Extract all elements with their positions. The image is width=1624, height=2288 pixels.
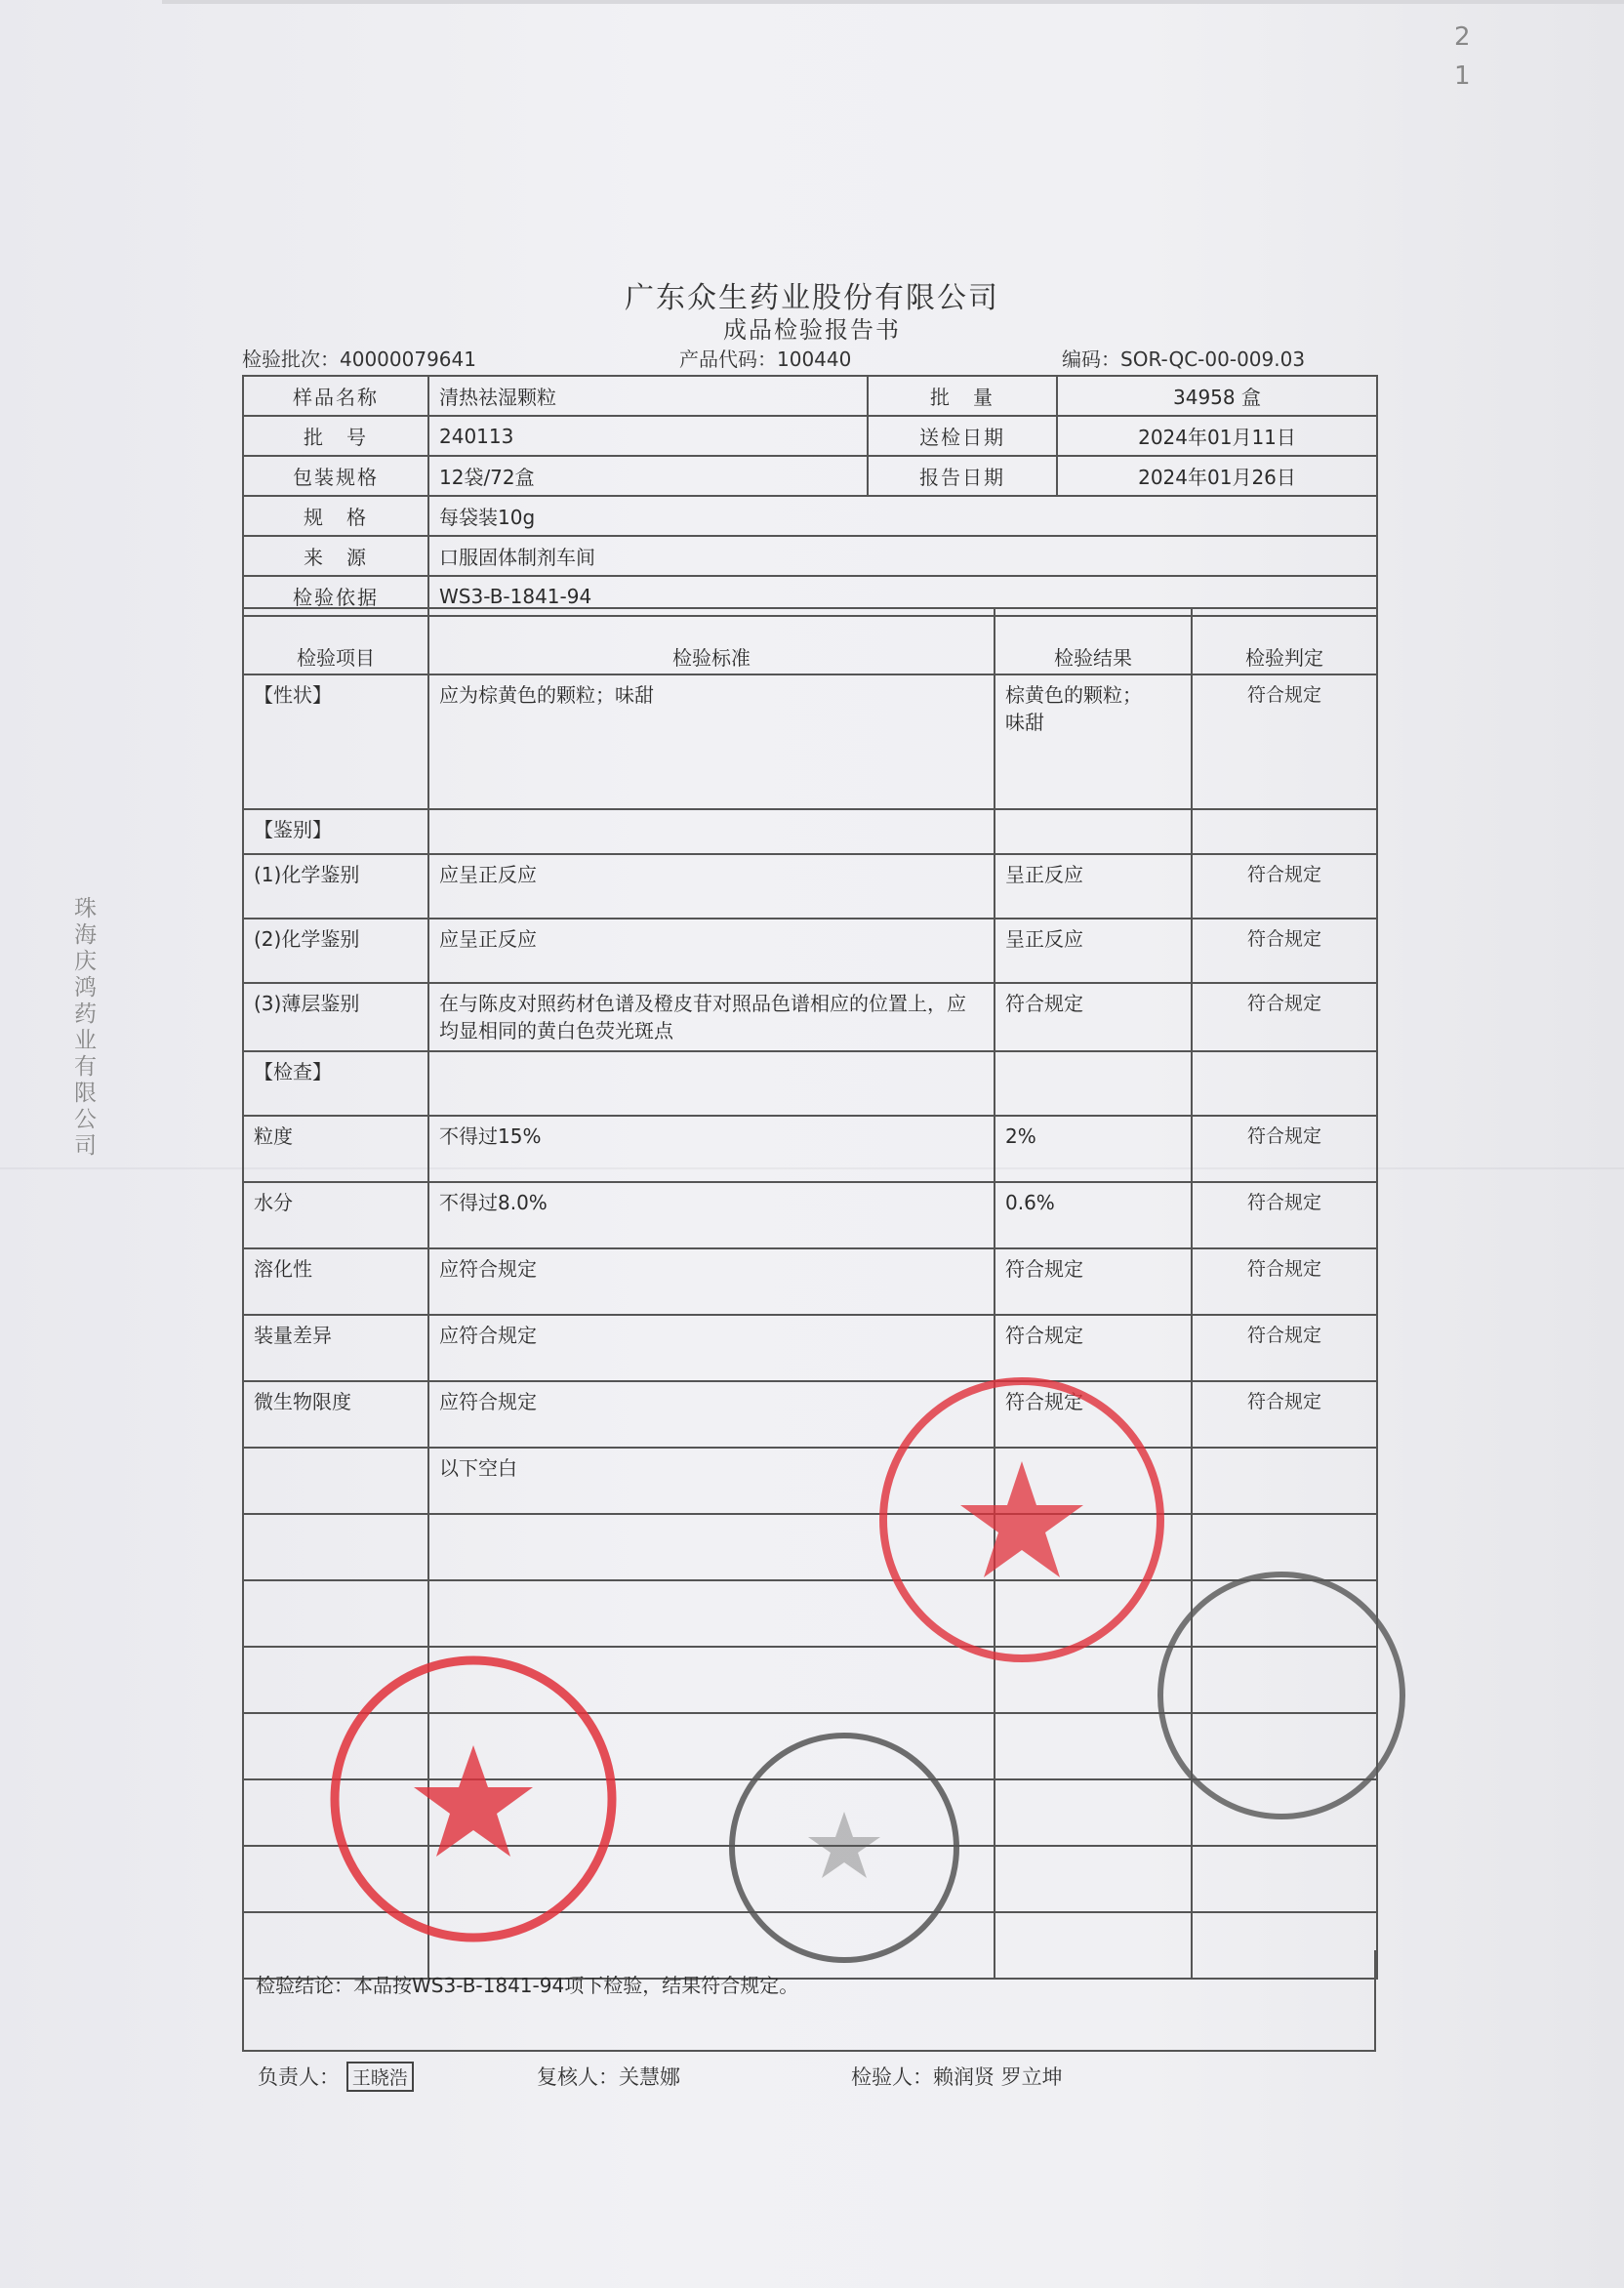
row-standard: 应呈正反应: [428, 919, 995, 983]
row-verdict: 符合规定: [1192, 1381, 1377, 1448]
table-row: [243, 674, 1377, 809]
side-company-text: 珠海庆鸿药业有限公司: [70, 896, 96, 1160]
company-title: 广东众生药业股份有限公司: [625, 281, 999, 315]
header-item: 检验项目: [243, 608, 428, 674]
row-item: (3)薄层鉴别: [243, 983, 428, 1051]
info-row: [243, 376, 1377, 416]
product-code: 产品代码：100440: [679, 347, 852, 371]
table-row: [243, 809, 1377, 854]
row-standard: 在与陈皮对照药材色谱及橙皮苷对照品色谱相应的位置上，应均显相同的黄白色荧光斑点: [428, 983, 995, 1051]
batch-number: 检验批次：40000079641: [242, 347, 476, 371]
row-verdict: 符合规定: [1192, 983, 1377, 1051]
product-info-table: [242, 375, 1378, 617]
header-standard: 检验标准: [428, 608, 995, 674]
row-result: 符合规定: [995, 1315, 1192, 1381]
table-row: [243, 1448, 1377, 1514]
info-row: [243, 416, 1377, 456]
row-verdict: 符合规定: [1192, 1116, 1377, 1182]
row-standard: 不得过15%: [428, 1116, 995, 1182]
row-standard: 应符合规定: [428, 1315, 995, 1381]
row-item: (2)化学鉴别: [243, 919, 428, 983]
row-result: [995, 1051, 1192, 1116]
row-item: (1)化学鉴别: [243, 854, 428, 919]
row-item: 【性状】: [243, 674, 428, 809]
row-item: 装量差异: [243, 1315, 428, 1381]
quantity-label: 批 量: [868, 376, 1057, 416]
row-result: 呈正反应: [995, 919, 1192, 983]
row-result: [995, 1846, 1192, 1912]
row-verdict: 符合规定: [1192, 1182, 1377, 1248]
header-result: 检验结果: [995, 608, 1192, 674]
grey-seal-right: [1150, 1564, 1413, 1827]
grey-seal-center: [722, 1726, 966, 1970]
report-date-label: 报告日期: [868, 456, 1057, 496]
row-item: 溶化性: [243, 1248, 428, 1315]
table-header-row: [243, 608, 1377, 674]
quantity-value: 34958 盒: [1057, 376, 1377, 416]
source-value: 口服固体制剂车间: [428, 536, 1377, 576]
table-row: [243, 1116, 1377, 1182]
lot-value: 240113: [428, 416, 868, 456]
row-standard: 应符合规定: [428, 1248, 995, 1315]
row-verdict: [1192, 1846, 1377, 1912]
row-result: 0.6%: [995, 1182, 1192, 1248]
row-verdict: [1192, 1051, 1377, 1116]
table-row: [243, 1381, 1377, 1448]
row-item: 水分: [243, 1182, 428, 1248]
responsible-signature: 负责人： 王晓浩: [258, 2062, 414, 2092]
row-standard: [428, 1051, 995, 1116]
row-result: [995, 809, 1192, 854]
table-row: [243, 854, 1377, 919]
conclusion-text: 检验结论：本品按WS3-B-1841-94项下检验，结果符合规定。: [256, 1974, 799, 1997]
row-result: 呈正反应: [995, 854, 1192, 919]
row-item: 粒度: [243, 1116, 428, 1182]
submit-date-label: 送检日期: [868, 416, 1057, 456]
row-verdict: 符合规定: [1192, 919, 1377, 983]
row-result: 2%: [995, 1116, 1192, 1182]
package-value: 12袋/72盒: [428, 456, 868, 496]
basis-value: WS3-B-1841-94: [428, 576, 1377, 616]
row-verdict: 符合规定: [1192, 1248, 1377, 1315]
row-verdict: 符合规定: [1192, 1315, 1377, 1381]
document-title: 成品检验报告书: [723, 316, 901, 344]
row-item: 【鉴别】: [243, 809, 428, 854]
table-row: [243, 1182, 1377, 1248]
lot-label: 批 号: [243, 416, 428, 456]
row-result: 符合规定: [995, 983, 1192, 1051]
sample-name-value: 清热祛湿颗粒: [428, 376, 868, 416]
red-seal-left: [322, 1648, 625, 1950]
table-row: [243, 1051, 1377, 1116]
sample-name-label: 样品名称: [243, 376, 428, 416]
package-label: 包装规格: [243, 456, 428, 496]
paper-top-edge: [162, 0, 1624, 4]
row-item: 微生物限度: [243, 1381, 428, 1448]
row-standard: 以下空白: [428, 1448, 995, 1514]
source-label: 来 源: [243, 536, 428, 576]
spec-value: 每袋装10g: [428, 496, 1377, 536]
row-item: 【检查】: [243, 1051, 428, 1116]
row-result: 符合规定: [995, 1381, 1192, 1448]
row-item: [243, 1448, 428, 1514]
row-standard: 应符合规定: [428, 1381, 995, 1448]
row-result: 棕黄色的颗粒； 味甜: [995, 674, 1192, 809]
table-row: [243, 1248, 1377, 1315]
info-row: [243, 496, 1377, 536]
info-row: [243, 536, 1377, 576]
responsible-name-stamp: 王晓浩: [346, 2062, 414, 2092]
row-verdict: [1192, 1448, 1377, 1514]
spec-label: 规 格: [243, 496, 428, 536]
corner-handwritten-mark: 2 1: [1454, 22, 1471, 91]
report-date-value: 2024年01月26日: [1057, 456, 1377, 496]
header-verdict: 检验判定: [1192, 608, 1377, 674]
row-standard: [428, 809, 995, 854]
row-item: [243, 1514, 428, 1580]
basis-label: 检验依据: [243, 576, 428, 616]
inspector-signature: 检验人：赖润贤 罗立坤: [851, 2065, 1063, 2089]
row-verdict: 符合规定: [1192, 674, 1377, 809]
row-standard: 应为棕黄色的颗粒；味甜: [428, 674, 995, 809]
red-seal-right: [871, 1369, 1173, 1671]
row-result: 符合规定: [995, 1248, 1192, 1315]
table-row: [243, 919, 1377, 983]
row-verdict: [1192, 809, 1377, 854]
table-row: [243, 983, 1377, 1051]
row-standard: 不得过8.0%: [428, 1182, 995, 1248]
submit-date-value: 2024年01月11日: [1057, 416, 1377, 456]
reviewer-signature: 复核人：关慧娜: [537, 2065, 680, 2089]
table-row: [243, 1315, 1377, 1381]
row-item: [243, 1580, 428, 1647]
row-verdict: 符合规定: [1192, 854, 1377, 919]
document-code: 编码：SOR-QC-00-009.03: [1062, 347, 1306, 371]
row-standard: 应呈正反应: [428, 854, 995, 919]
info-row: [243, 456, 1377, 496]
